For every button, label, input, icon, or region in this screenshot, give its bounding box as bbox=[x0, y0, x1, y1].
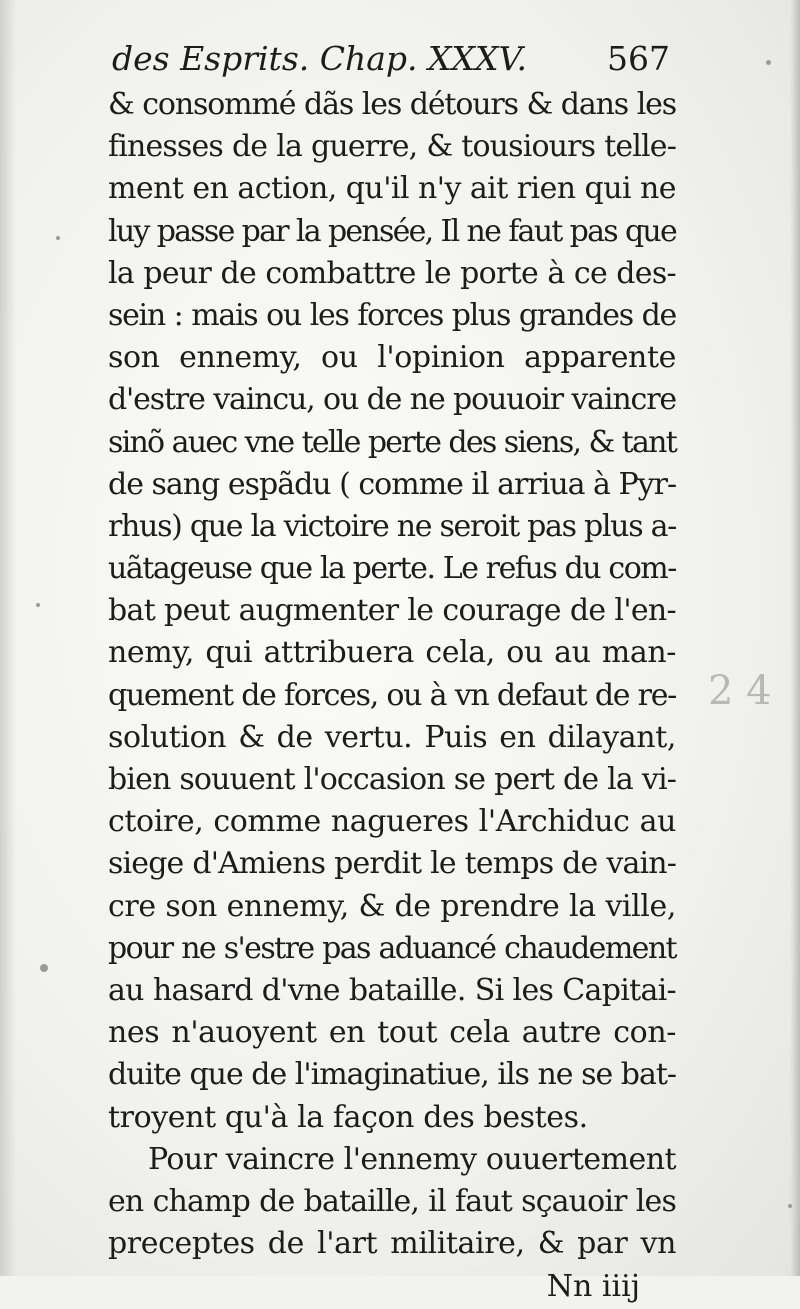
text-line: sinõ auec vne telle perte des siens, & tant bbox=[108, 424, 676, 460]
text-line: au hasard d'vne bataille. Si les Capitai- bbox=[108, 972, 676, 1008]
paper-speck bbox=[36, 603, 40, 607]
paper-speck bbox=[766, 60, 771, 65]
text-line: luy passe par la pensée, Il ne faut pas que bbox=[108, 213, 676, 249]
text-line: bat peut augmenter le courage de l'en- bbox=[108, 593, 676, 629]
text-line: sein : mais ou les forces plus grandes de bbox=[108, 297, 676, 333]
text-line: bien souuent l'occasion se pert de la vi- bbox=[108, 762, 676, 797]
margin-note: 2 4 bbox=[708, 668, 772, 714]
text-line: troyent qu'à la façon des bestes. bbox=[108, 1099, 588, 1135]
text-line: ment en action, qu'il n'y ait rien qui ne bbox=[108, 171, 676, 207]
paper-speck bbox=[40, 964, 48, 972]
text-line: quement de forces, ou à vn defaut de re- bbox=[108, 677, 676, 713]
text-line: solution & de vertu. Puis en dilayant, bbox=[108, 719, 676, 755]
text-line: preceptes de l'art militaire, & par vn bbox=[108, 1226, 676, 1262]
paper-speck bbox=[788, 1204, 792, 1208]
running-header bbox=[108, 34, 676, 84]
text-line: siege d'Amiens perdit le temps de vain- bbox=[108, 846, 676, 882]
text-line: nemy, qui attribuera cela, ou au man- bbox=[108, 635, 676, 671]
text-line: nes n'auoyent en tout cela autre con- bbox=[108, 1015, 676, 1051]
edge-shadow bbox=[790, 0, 800, 1276]
text-line: cre son ennemy, & de prendre la ville, bbox=[108, 888, 676, 924]
paper-speck bbox=[56, 236, 60, 240]
text-line: uãtageuse que la perte. Le refus du com- bbox=[108, 551, 676, 587]
text-line: pour ne s'estre pas aduancé chaudement bbox=[108, 930, 676, 966]
text-line: & consommé dãs les détours & dans les bbox=[108, 87, 676, 122]
running-title: des Esprits. Chap. XXXV. bbox=[112, 39, 528, 78]
text-line: d'estre vaincu, ou de ne pouuoir vaincre bbox=[108, 382, 676, 418]
text-line: son ennemy, ou l'opinion apparente bbox=[108, 340, 676, 376]
text-line: duite que de l'imaginatiue, ils ne se bat- bbox=[108, 1057, 677, 1093]
text-line: rhus) que la victoire ne seroit pas plus a- bbox=[108, 508, 676, 544]
text-line: en champ de bataille, il faut sçauoir les bbox=[108, 1183, 676, 1219]
text-line: finesses de la guerre, & tousiours telle- bbox=[108, 129, 676, 165]
signature-mark: Nn iiij bbox=[546, 1269, 640, 1305]
text-line: ctoire, comme nagueres l'Archiduc au bbox=[108, 804, 676, 840]
text-line: Pour vaincre l'ennemy ouuertement bbox=[148, 1141, 676, 1177]
page-number: 567 bbox=[607, 39, 670, 78]
text-line: de sang espãdu ( comme il arriua à Pyr- bbox=[108, 466, 677, 502]
text-block bbox=[108, 34, 676, 1309]
text-line: la peur de combattre le porte à ce des- bbox=[108, 255, 676, 291]
gutter-shadow bbox=[0, 0, 16, 1276]
